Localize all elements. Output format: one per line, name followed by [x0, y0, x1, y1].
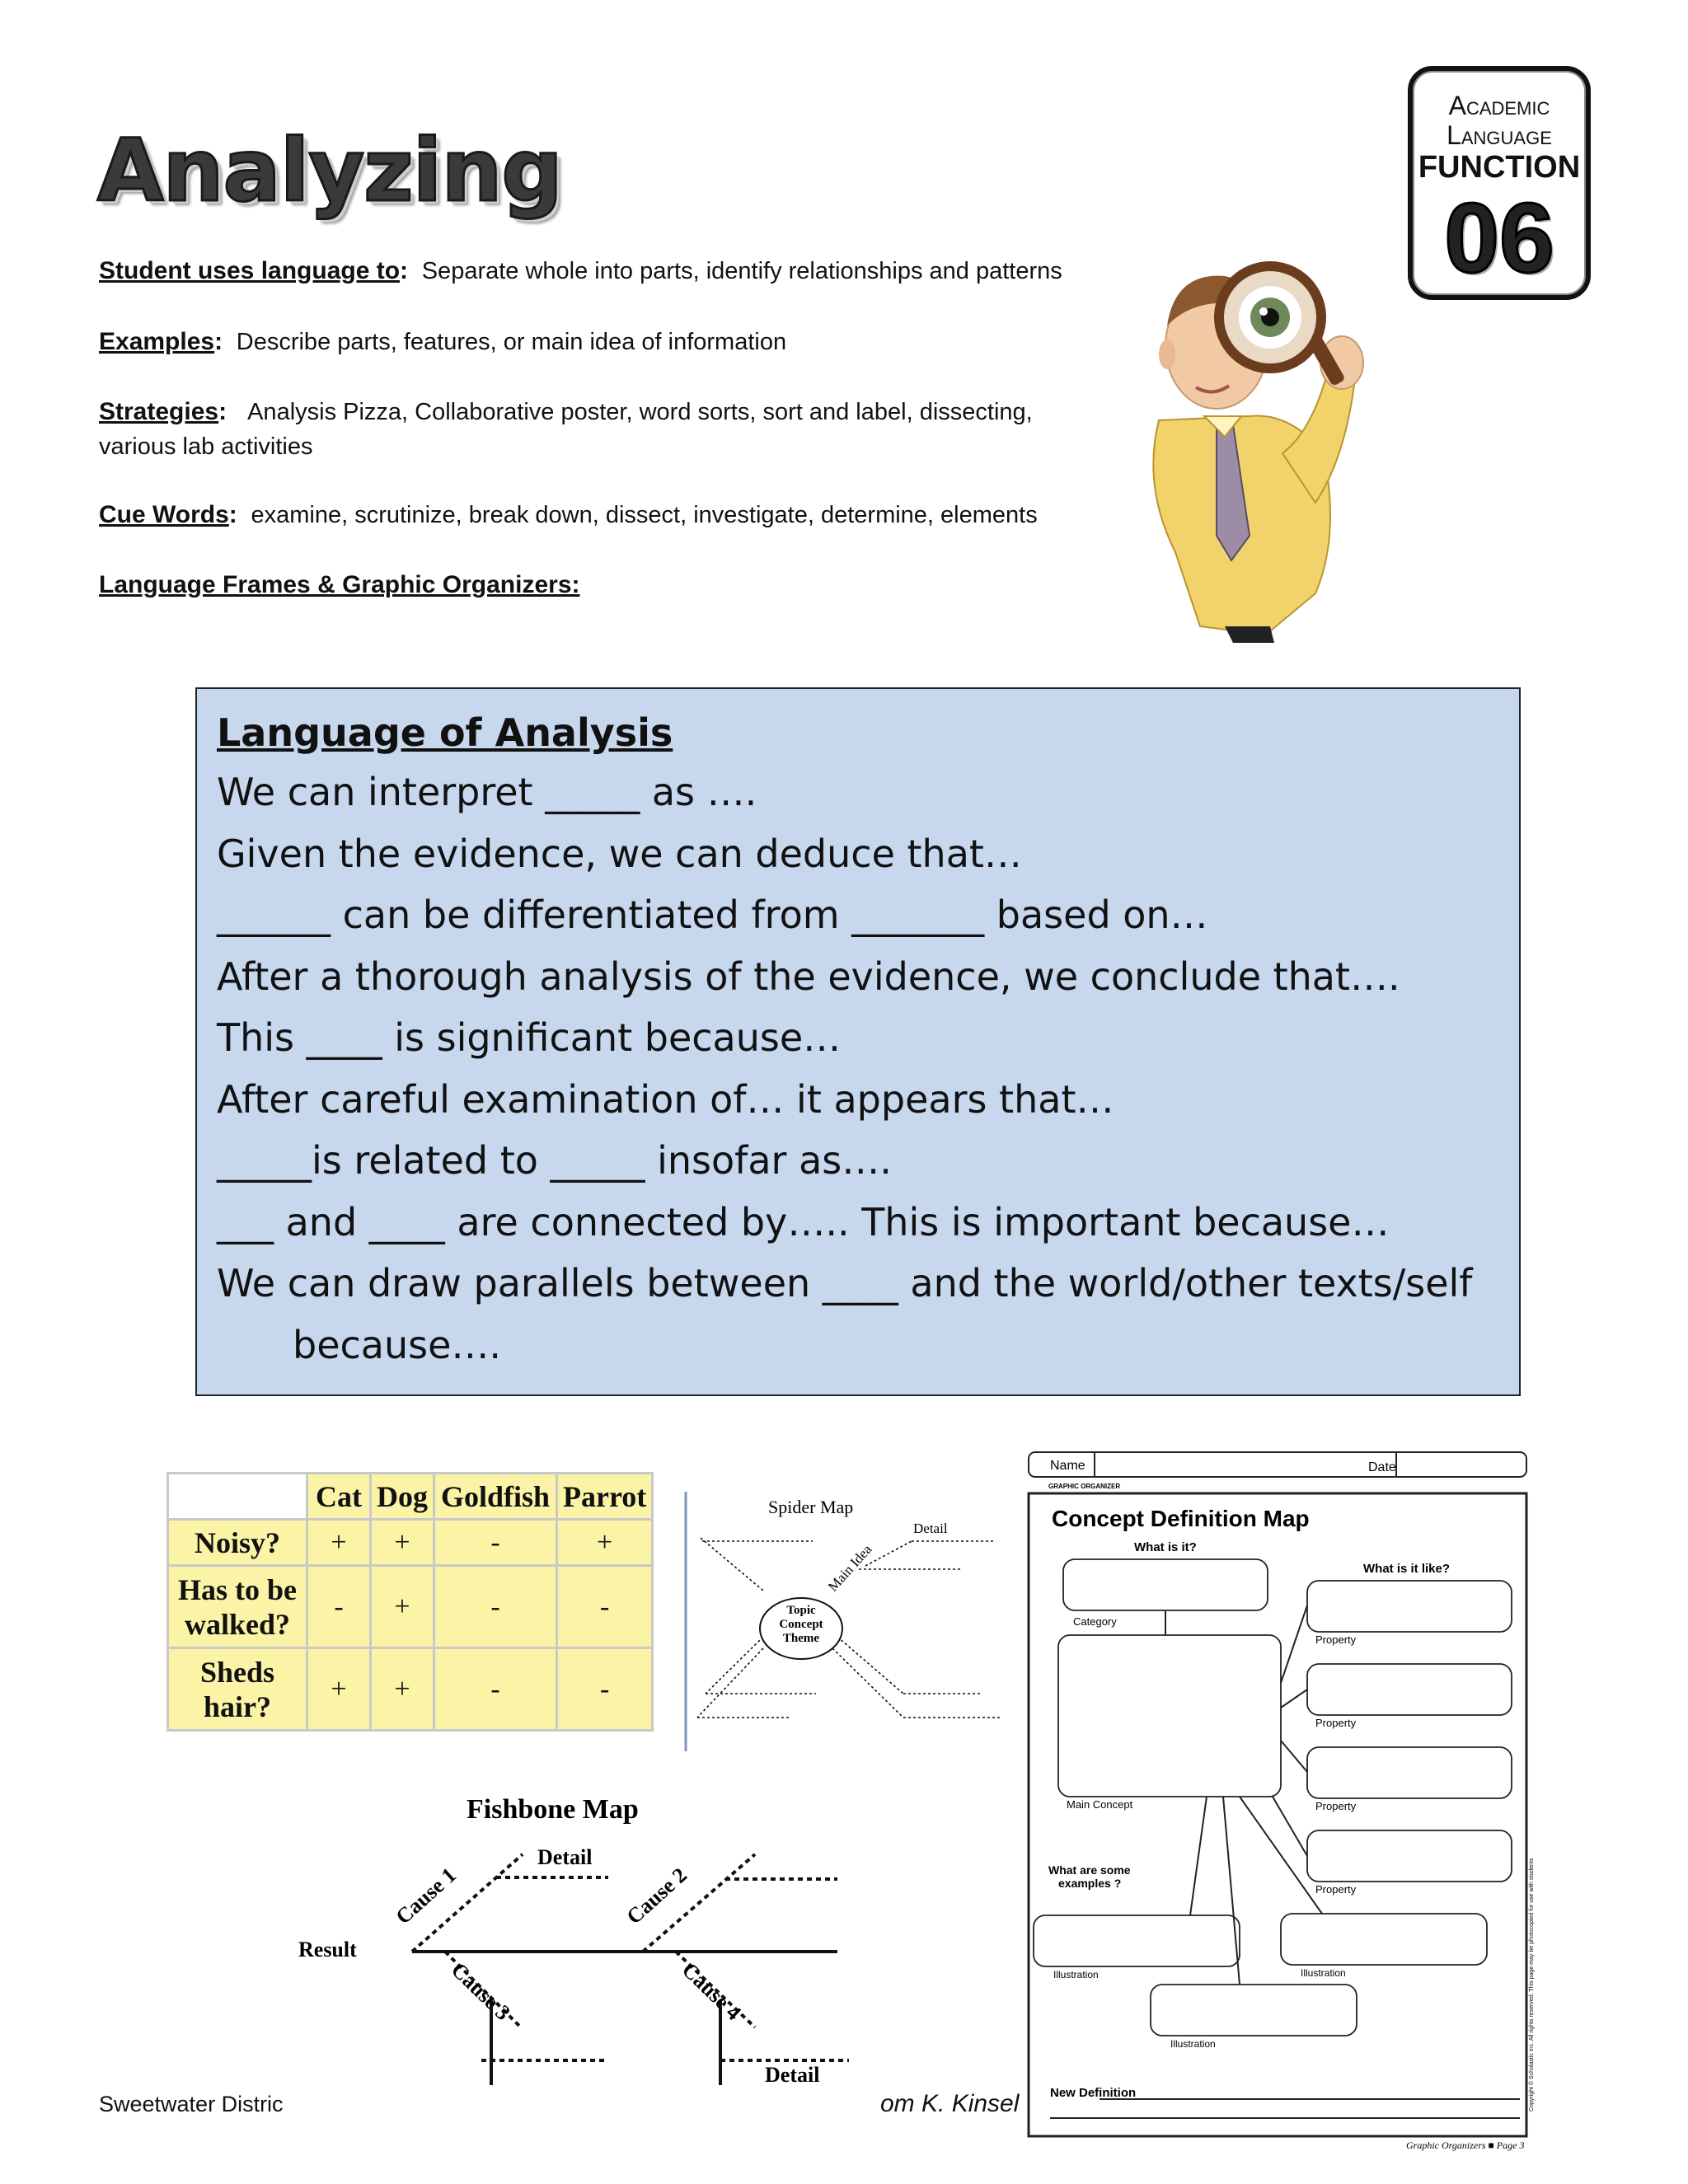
- concept-property-label: Property: [1315, 1800, 1357, 1812]
- language-frame-line: because….: [293, 1322, 502, 1367]
- concept-property-label: Property: [1315, 1633, 1357, 1646]
- table-row: [168, 1520, 653, 1566]
- spider-map: [681, 1483, 1010, 1755]
- language-frame-line: Given the evidence, we can deduce that…: [217, 831, 1022, 876]
- language-frame-line: After careful examination of… it appears that…: [217, 1076, 1114, 1122]
- spider-center-concept: Concept: [779, 1618, 823, 1631]
- badge-line-2: Language: [1447, 120, 1552, 150]
- concept-property-label: Property: [1315, 1883, 1357, 1896]
- table-row: [168, 1566, 653, 1648]
- concept-illustration-label: Illustration: [1170, 2038, 1216, 2050]
- table-cell: +: [371, 1566, 434, 1648]
- table-column-header: Goldfish: [434, 1474, 557, 1520]
- language-frame-line: We can interpret _____ as ….: [217, 770, 757, 814]
- info-label: Language Frames & Graphic Organizers:: [99, 571, 580, 598]
- language-frame-line: After a thorough analysis of the evidence, we conclude that….: [217, 954, 1400, 999]
- table-column-header: Parrot: [557, 1474, 653, 1520]
- info-value: Analysis Pizza, Collaborative poster, word sorts, sort and label, dissecting,: [247, 399, 1033, 425]
- badge-line-3: FUNCTION: [1418, 150, 1581, 185]
- info-value: Separate whole into parts, identify relationships and patterns: [421, 258, 1062, 284]
- table-cell: -: [307, 1566, 371, 1648]
- man-magnifier-illustration: [1126, 239, 1398, 643]
- fishbone-result: Result: [298, 1938, 357, 1961]
- table-row-header: Noisy?: [168, 1520, 307, 1566]
- language-frame-line: ___ and ____ are connected by….. This is important because…: [217, 1199, 1390, 1244]
- concept-property-label: Property: [1315, 1717, 1357, 1729]
- spider-map-title: Spider Map: [768, 1497, 854, 1517]
- table-cell: -: [557, 1648, 653, 1731]
- table-cell: -: [557, 1566, 653, 1648]
- table-cell: -: [434, 1566, 557, 1648]
- concept-what-is-it-like: What is it like?: [1363, 1562, 1451, 1576]
- table-cell: +: [371, 1648, 434, 1731]
- function-badge: [1408, 66, 1591, 300]
- table-cell: +: [307, 1648, 371, 1731]
- table-row-header: Has to be walked?: [168, 1566, 307, 1648]
- footer-right: om K. Kinsel: [880, 2090, 1020, 2117]
- table-cell: +: [307, 1520, 371, 1566]
- fishbone-detail-bottom: Detail: [765, 2063, 820, 2087]
- table-cell: -: [434, 1520, 557, 1566]
- concept-what-is-it: What is it?: [1134, 1540, 1197, 1554]
- fishbone-cause-3: Cause 3: [446, 1957, 515, 2026]
- fishbone-cause-4: Cause 4: [677, 1957, 746, 2026]
- concept-name-label: Name: [1050, 1459, 1085, 1473]
- info-frames-heading: [99, 571, 580, 599]
- concept-main-concept-label: Main Concept: [1067, 1798, 1133, 1811]
- fishbone-map: [288, 1780, 849, 2093]
- info-label: Cue Words: [99, 501, 229, 528]
- language-frame-line: This ____ is significant because…: [217, 1015, 842, 1060]
- spider-map-detail: Detail: [913, 1521, 948, 1536]
- concept-examples-q1: What are some: [1048, 1863, 1131, 1877]
- language-frame-line: ______ can be differentiated from _______ based on…: [217, 893, 1208, 937]
- concept-date-label: Date: [1368, 1460, 1396, 1474]
- table-row-header: Sheds hair?: [168, 1648, 307, 1731]
- spider-center-topic: Topic: [786, 1604, 816, 1617]
- spider-map-main-idea: Main Idea: [824, 1541, 875, 1595]
- concept-page-footer: Graphic Organizers ■ Page 3: [1406, 2139, 1525, 2151]
- concept-examples-q2: examples ?: [1058, 1877, 1122, 1890]
- table-row: [168, 1648, 653, 1731]
- fishbone-map-title: Fishbone Map: [467, 1794, 639, 1825]
- table-column-header: Cat: [307, 1474, 371, 1520]
- table-cell: +: [557, 1520, 653, 1566]
- concept-copyright: Copyright © Scholastic Inc. All rights reserved. This page may be photocopied for use with students: [1529, 1858, 1535, 2111]
- fishbone-cause-1: Cause 1: [391, 1863, 461, 1929]
- concept-org-label: GRAPHIC ORGANIZER: [1048, 1483, 1121, 1490]
- table-cell: +: [371, 1520, 434, 1566]
- info-label: Examples: [99, 328, 215, 355]
- info-strategies: Strategies: Analysis Pizza, Collaborative poster, word sorts, sort and label, dissecting,: [99, 398, 1033, 425]
- footer-left: Sweetwater Distric: [99, 2092, 284, 2116]
- concept-illustration-label: Illustration: [1301, 1967, 1346, 1979]
- fishbone-cause-2: Cause 2: [621, 1863, 692, 1929]
- info-value: Describe parts, features, or main idea of information: [236, 329, 787, 355]
- concept-definition-map: [1025, 1444, 1538, 2153]
- info-examples: Examples: Describe parts, features, or main idea of information: [99, 328, 787, 355]
- concept-new-definition-label: New Definition: [1050, 2086, 1137, 2100]
- comparison-table: [166, 1472, 654, 1732]
- info-strategies-cont: [99, 433, 313, 461]
- language-frame-line: We can draw parallels between ____ and the world/other texts/self: [217, 1261, 1473, 1305]
- concept-illustration-label: Illustration: [1053, 1969, 1099, 1980]
- badge-line-1: Academic: [1448, 91, 1550, 120]
- info-value-cont: various lab activities: [99, 434, 313, 460]
- badge-number: 06: [1444, 183, 1554, 293]
- language-frame-line: _____is related to _____ insofar as….: [217, 1138, 892, 1183]
- info-label: Student uses language to: [99, 257, 401, 284]
- table-cell: -: [434, 1648, 557, 1731]
- table-corner: [168, 1474, 307, 1520]
- info-value: examine, scrutinize, break down, dissect, investigate, determine, elements: [251, 502, 1038, 528]
- concept-map-title: Concept Definition Map: [1052, 1506, 1310, 1531]
- info-cue-words: Cue Words: examine, scrutinize, break down, dissect, investigate, determine, elements: [99, 501, 1038, 528]
- spider-center-theme: Theme: [782, 1632, 820, 1645]
- page-title: Analyzing: [97, 120, 562, 221]
- language-of-analysis-box: [195, 687, 1521, 1396]
- info-uses-language: Student uses language to: Separate whole into parts, identify relationships and patterns: [99, 257, 1062, 284]
- fishbone-detail-top: Detail: [537, 1845, 593, 1869]
- language-box-heading: Language of Analysis: [217, 710, 673, 755]
- table-column-header: Dog: [371, 1474, 434, 1520]
- info-label: Strategies: [99, 398, 219, 425]
- concept-category-label: Category: [1073, 1615, 1117, 1628]
